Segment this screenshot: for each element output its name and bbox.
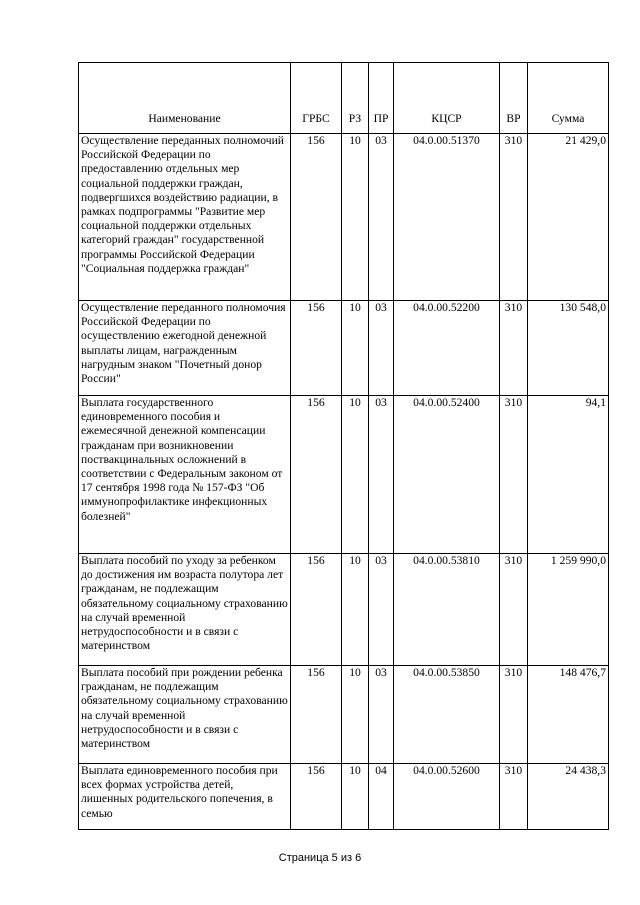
header-name: Наименование xyxy=(79,63,291,134)
table-row xyxy=(79,134,609,301)
header-vr: ВР xyxy=(500,63,528,134)
header-rz: РЗ xyxy=(342,63,369,134)
cell-vr: 310 xyxy=(500,666,528,764)
cell-name: Выплата пособий при рождении ребенка гражданам, не подлежащим обязательному социальному страхованию на случай временной нетрудоспособности и в связи с материнством xyxy=(79,666,291,764)
cell-grbs: 156 xyxy=(291,554,342,666)
cell-pr: 04 xyxy=(369,764,394,830)
cell-pr: 03 xyxy=(369,134,394,301)
header-pr: ПР xyxy=(369,63,394,134)
cell-rz: 10 xyxy=(342,764,369,830)
cell-sum: 94,1 xyxy=(528,396,609,554)
budget-table xyxy=(78,62,609,830)
table-row xyxy=(79,301,609,396)
cell-rz: 10 xyxy=(342,396,369,554)
cell-vr: 310 xyxy=(500,554,528,666)
cell-name: Выплата государственного единовременного пособия и ежемесячной денежной компенсации гражданам при возникновении поствакцинальных осложнений в соответствии с Федеральным законом от 17 сентября 1998 года № 157-ФЗ "Об иммунопрофилактике инфекционных болезней" xyxy=(79,396,291,554)
cell-rz: 10 xyxy=(342,301,369,396)
cell-sum: 21 429,0 xyxy=(528,134,609,301)
cell-name: Выплата пособий по уходу за ребенком до достижения им возраста полутора лет гражданам, не подлежащим обязательному социальному страхованию на случай временной нетрудоспособности и в связи с материнством xyxy=(79,554,291,666)
cell-rz: 10 xyxy=(342,666,369,764)
cell-name: Осуществление переданных полномочий Российской Федерации по предоставлению отдельных мер социальной поддержки граждан, подвергшихся воздействию радиации, в рамках подпрограммы "Развитие мер социальной поддержки отдельных категорий граждан" государственной программы Российской Федерации "Социальная поддержка граждан" xyxy=(79,134,291,301)
cell-sum: 148 476,7 xyxy=(528,666,609,764)
cell-sum: 130 548,0 xyxy=(528,301,609,396)
cell-kcsr: 04.0.00.52200 xyxy=(394,301,500,396)
table-row xyxy=(79,764,609,830)
cell-rz: 10 xyxy=(342,554,369,666)
cell-name: Осуществление переданного полномочия Российской Федерации по осуществлению ежегодной денежной выплаты лицам, награжденным нагрудным знаком "Почетный донор России" xyxy=(79,301,291,396)
page-number: Страница 5 из 6 xyxy=(278,852,362,864)
header-sum: Сумма xyxy=(528,63,609,134)
table-row xyxy=(79,396,609,554)
cell-vr: 310 xyxy=(500,764,528,830)
document-page xyxy=(78,62,608,830)
cell-pr: 03 xyxy=(369,396,394,554)
cell-grbs: 156 xyxy=(291,764,342,830)
cell-grbs: 156 xyxy=(291,301,342,396)
cell-pr: 03 xyxy=(369,666,394,764)
cell-grbs: 156 xyxy=(291,134,342,301)
cell-vr: 310 xyxy=(500,301,528,396)
table-row xyxy=(79,666,609,764)
table-row xyxy=(79,554,609,666)
table-header-row xyxy=(79,63,609,134)
cell-grbs: 156 xyxy=(291,396,342,554)
cell-kcsr: 04.0.00.53810 xyxy=(394,554,500,666)
cell-rz: 10 xyxy=(342,134,369,301)
header-kcsr: КЦСР xyxy=(394,63,500,134)
cell-pr: 03 xyxy=(369,301,394,396)
cell-sum: 1 259 990,0 xyxy=(528,554,609,666)
cell-vr: 310 xyxy=(500,396,528,554)
header-grbs: ГРБС xyxy=(291,63,342,134)
cell-grbs: 156 xyxy=(291,666,342,764)
cell-vr: 310 xyxy=(500,134,528,301)
cell-kcsr: 04.0.00.53850 xyxy=(394,666,500,764)
cell-kcsr: 04.0.00.51370 xyxy=(394,134,500,301)
cell-kcsr: 04.0.00.52600 xyxy=(394,764,500,830)
cell-kcsr: 04.0.00.52400 xyxy=(394,396,500,554)
cell-pr: 03 xyxy=(369,554,394,666)
cell-name: Выплата единовременного пособия при всех формах устройства детей, лишенных родительского попечения, в семью xyxy=(79,764,291,830)
cell-sum: 24 438,3 xyxy=(528,764,609,830)
